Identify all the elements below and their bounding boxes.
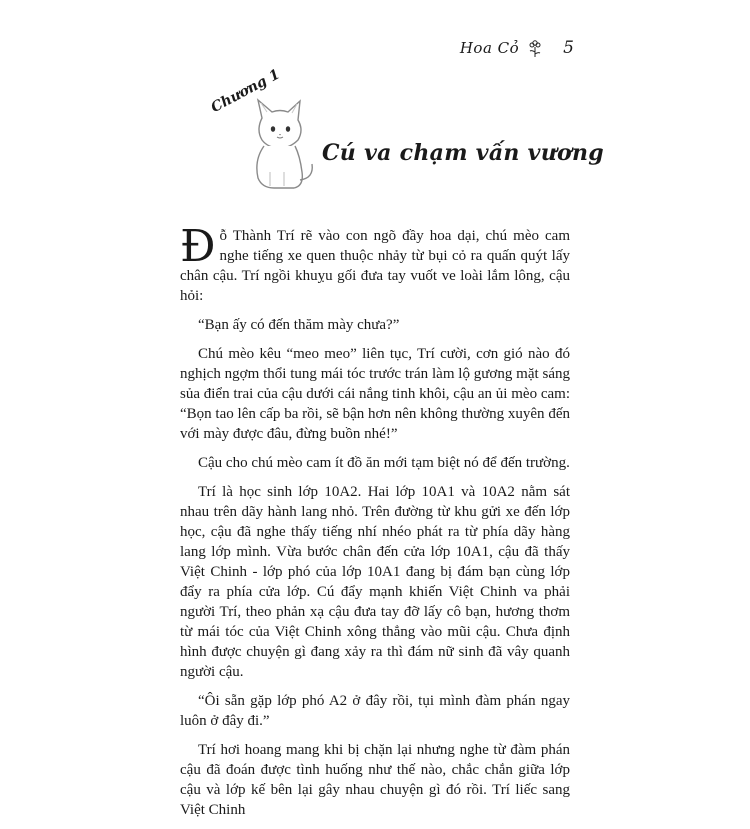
page-number: 5	[563, 38, 574, 58]
flower-icon	[527, 38, 543, 58]
paragraph: “Ôi sẵn gặp lớp phó A2 ở đây rồi, tụi mình đàm phán ngay luôn ở đây đi.”	[180, 693, 570, 729]
drop-cap: Đ	[180, 221, 216, 272]
paragraph: Trí hơi hoang mang khi bị chặn lại nhưng nghe từ đàm phán cậu đã đoán được tình huống như thế nào, chắc chắn giữa lớp cậu và lớp kế bên lại gây nhau chuyện gì đó rồi. Trí liếc sang Việt Chinh	[180, 742, 570, 818]
paragraph: Cậu cho chú mèo cam ít đồ ăn mới tạm biệt nó để đến trường.	[198, 455, 570, 471]
chapter-title: Cú va chạm vấn vương	[322, 140, 604, 166]
paragraph: Chú mèo kêu “meo meo” liên tục, Trí cười, cơn gió nào đó nghịch ngợm thổi tung mái tóc trước trán làm lộ gương mặt sáng sủa điển trai của cậu dưới cái nắng tinh khôi, cậu an ủi mèo cam: “Bọn tao lên cấp ba rồi, sẽ bận hơn nên không thường xuyên đến với mày được đâu, đừng buồn nhé!”	[180, 346, 570, 442]
paragraph	[180, 221, 570, 306]
running-header	[460, 38, 574, 58]
paragraph: Trí là học sinh lớp 10A2. Hai lớp 10A1 và 10A2 nằm sát nhau trên dãy hành lang nhỏ. Trên đường từ khu gửi xe đến lớp học, cậu đã nghe thấy tiếng nhí nhéo phát ra từ phía dãy hàng lang lớp mình. Vừa bước chân đến cửa lớp 10A1, cậu đã thấy Việt Chinh - lớp phó của lớp 10A1 đang bị đám bạn cùng lớp đẩy ra phía cửa lớp. Cú đẩy mạnh khiến Việt Chinh va phải người Trí, theo phản xạ cậu đưa tay đỡ lấy cô bạn, hương thơm từ mái tóc của Việt Chinh xông thẳng vào mũi cậu. Chưa định hình được chuyện gì đang xảy ra thì đám nữ sinh đã vây quanh người cậu.	[180, 484, 570, 680]
paragraph-text: ỗ Thành Trí rẽ vào con ngõ đầy hoa dại, chú mèo cam nghe tiếng xe quen thuộc nhảy từ bụi cỏ ra quấn quýt lấy chân cậu. Trí ngồi khuỵu gối đưa tay vuốt ve loài lắm lông, cậu hỏi:	[180, 228, 570, 304]
chapter-label: Chương 1	[208, 66, 283, 116]
chapter-body	[180, 221, 570, 829]
book-title: Hoa Cỏ	[459, 39, 520, 57]
cat-illustration	[240, 98, 320, 190]
paragraph: “Bạn ấy có đến thăm mày chưa?”	[198, 317, 400, 333]
